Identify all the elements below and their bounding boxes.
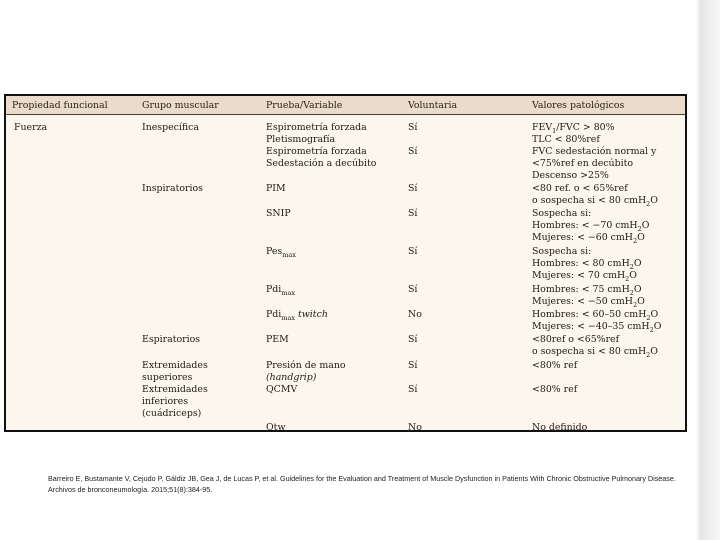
cell-test-qtw: Qtw <box>266 422 286 432</box>
cell-group-upper-2: superiores <box>142 372 193 383</box>
cell-voluntary-5: Sí <box>408 246 418 257</box>
cell-test-plethysmography: Pletismografía <box>266 134 336 145</box>
citation <box>48 473 698 495</box>
cell-value-fev1: $FEV_1$/FVC > 80% <box>532 122 615 135</box>
cell-test-pim: PIM <box>266 183 286 194</box>
cell-value-pem-1: <80ref o <65%ref <box>532 334 620 345</box>
cell-value-pdi-2: Mujeres: < −50 cmH$_2$O <box>532 296 645 309</box>
cell-value-fvc-2: <75%ref en decúbito <box>532 158 633 169</box>
cell-value-pes-1: Sospecha si: <box>532 246 592 257</box>
cell-group-expiratory: Espiratorios <box>142 334 201 345</box>
cell-value-pes-2: Hombres: < 80 cmH$_2$O <box>532 258 642 271</box>
cell-group-upper-1: Extremidades <box>142 360 208 371</box>
cell-voluntary-10: Sí <box>408 384 418 395</box>
cell-test-pdimax: Pdi$_{max}$ <box>266 284 296 297</box>
cell-value-twitch-2: Mujeres: < −40–35 cmH$_2$O <box>532 321 662 334</box>
cell-value-fvc-1: FVC sedestación normal y <box>532 146 657 157</box>
cell-property-strength: Fuerza <box>14 122 48 133</box>
cell-value-pdi-1: Hombres: < 75 cmH$_2$O <box>532 284 642 297</box>
cell-test-pesmax: Pes$_{max}$ <box>266 246 296 259</box>
table-header-row <box>6 96 685 115</box>
cell-test-pem: PEM <box>266 334 289 345</box>
cell-test-snip: SNIP <box>266 208 291 219</box>
cell-group-lower-2: inferiores <box>142 396 189 407</box>
cell-value-pes-3: Mujeres: < 70 cmH$_2$O <box>532 270 637 283</box>
cell-value-snip-3: Mujeres: < −60 cmH$_2$O <box>532 232 645 245</box>
header-test: Prueba/Variable <box>266 100 343 111</box>
cell-value-twitch-1: Hombres: < 60–50 cmH$_2$O <box>532 309 659 322</box>
cell-test-spirometry: Espirometría forzada <box>266 122 367 133</box>
header-values: Valores patológicos <box>532 100 625 111</box>
slide-edge-shadow <box>690 0 720 540</box>
citation-line-1: Barreiro E, Bustamante V, Cejudo P, Gáldiz JB, Gea J, de Lucas P, et al. Guidelines for the Evaluation and Treatment of Muscle Dysfunction in Patients With Chronic Obstructive Pulmonary Disease. <box>48 474 676 483</box>
header-property: Propiedad funcional <box>12 100 108 111</box>
cell-voluntary-3: Sí <box>408 183 418 194</box>
cell-value-descenso: Descenso >25% <box>532 170 609 181</box>
cell-group-lower-1: Extremidades <box>142 384 208 395</box>
cell-voluntary-7: No <box>408 309 422 320</box>
citation-line-2: Archivos de bronconeumología. 2015;51(8):384-95. <box>48 485 213 494</box>
cell-group-nonspecific: Inespecífica <box>142 122 199 133</box>
cell-voluntary-11: No <box>408 422 422 432</box>
cell-test-sedestation: Sedestación a decúbito <box>266 158 377 169</box>
cell-test-forced-spirometry: Espirometría forzada <box>266 146 367 157</box>
cell-voluntary-6: Sí <box>408 284 418 295</box>
cell-group-lower-3: (cuádriceps) <box>142 408 202 419</box>
cell-test-pdimax-twitch: Pdi$_{max}$ twitch <box>266 309 328 322</box>
cell-value-handgrip: <80% ref <box>532 360 578 371</box>
cell-test-qcmv: QCMV <box>266 384 298 395</box>
cell-value-pim-1: <80 ref. o < 65%ref <box>532 183 628 194</box>
muscle-function-table <box>4 94 687 432</box>
header-voluntary: Voluntaria <box>408 100 458 111</box>
cell-value-snip-1: Sospecha si: <box>532 208 592 219</box>
cell-value-pim-2: o sospecha si < 80 cmH$_2$O <box>532 195 658 208</box>
cell-value-tlc: TLC < 80%ref <box>532 134 600 145</box>
cell-voluntary-1: Sí <box>408 122 418 133</box>
header-group: Grupo muscular <box>142 100 219 111</box>
cell-value-qtw: No definido <box>532 422 588 432</box>
cell-voluntary-4: Sí <box>408 208 418 219</box>
cell-test-handgrip: (handgrip) <box>266 372 317 383</box>
cell-group-inspiratory: Inspiratorios <box>142 183 203 194</box>
cell-value-snip-2: Hombres: < −70 cmH$_2$O <box>532 220 650 233</box>
cell-voluntary-9: Sí <box>408 360 418 371</box>
cell-value-qcmv: <80% ref <box>532 384 578 395</box>
cell-voluntary-8: Sí <box>408 334 418 345</box>
cell-test-hand-pressure: Presión de mano <box>266 360 346 371</box>
cell-voluntary-2: Sí <box>408 146 418 157</box>
cell-value-pem-2: o sospecha si < 80 cmH$_2$O <box>532 346 658 359</box>
